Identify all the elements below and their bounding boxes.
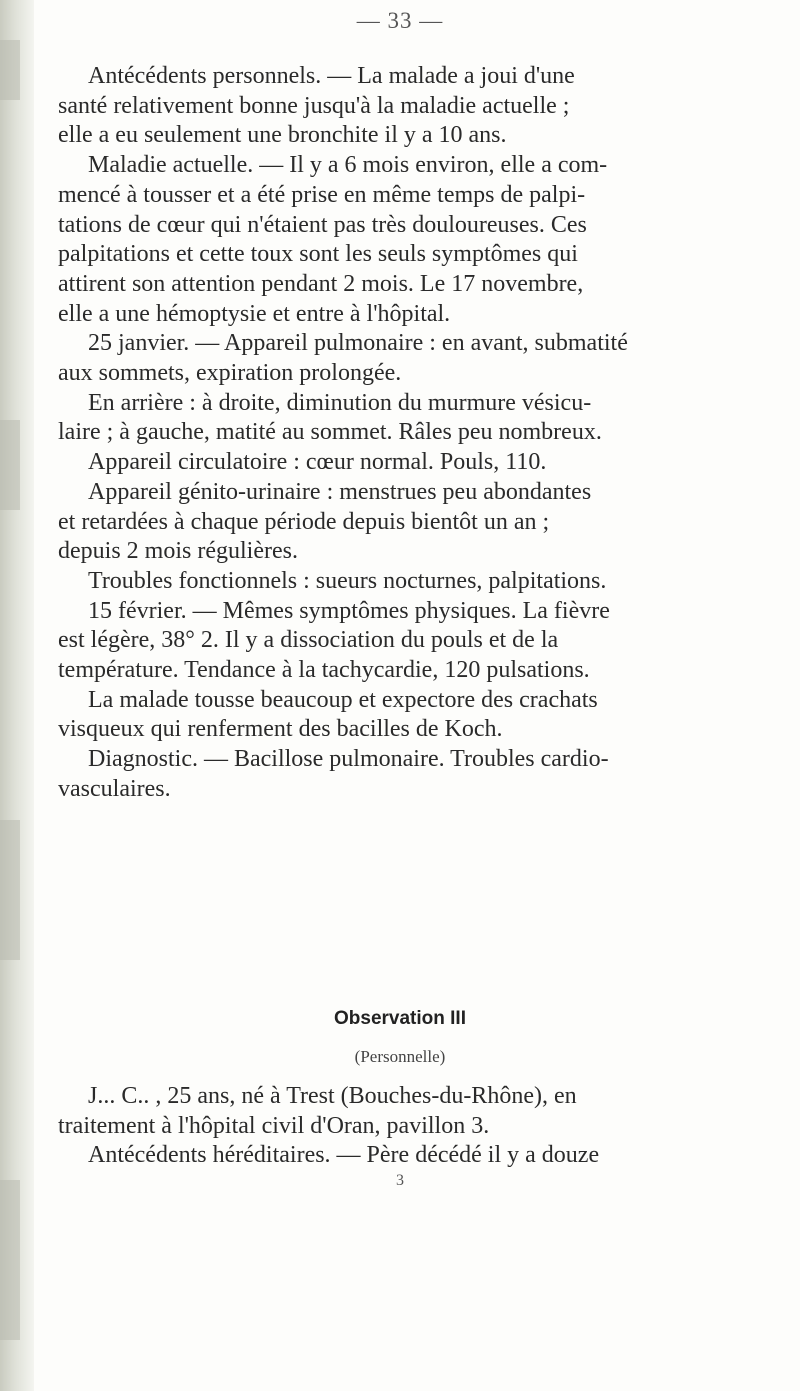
text-line: mencé à tousser et a été prise en même temps de palpi-	[58, 181, 586, 208]
text-line: 15 février. — Mêmes symptômes physiques. La fièvre	[88, 597, 610, 624]
text-line: santé relativement bonne jusqu'à la maladie actuelle ;	[58, 92, 570, 119]
signature-mark: 3	[396, 1172, 404, 1189]
text-line: vasculaires.	[58, 775, 171, 802]
text-line: Appareil circulatoire : cœur normal. Pouls, 110.	[88, 449, 547, 476]
text-line: tations de cœur qui n'étaient pas très douloureuses. Ces	[58, 211, 587, 238]
text-line: depuis 2 mois régulières.	[58, 538, 298, 565]
section-subtitle: (Personnelle)	[354, 1047, 446, 1066]
text-line: est légère, 38° 2. Il y a dissociation du pouls et de la	[58, 627, 559, 654]
body-text-block-2	[58, 1082, 718, 1171]
text-line: attirent son attention pendant 2 mois. Le 17 novembre,	[58, 270, 584, 297]
edge-stain	[0, 1180, 20, 1340]
edge-stain	[0, 40, 20, 100]
book-page	[50, 0, 750, 1391]
edge-stain	[0, 820, 20, 960]
text-line: elle a une hémoptysie et entre à l'hôpital.	[58, 300, 451, 327]
text-line: aux sommets, expiration prolongée.	[58, 360, 402, 387]
text-line: visqueux qui renferment des bacilles de Koch.	[58, 716, 503, 743]
text-line: palpitations et cette toux sont les seuls symptômes qui	[58, 241, 578, 268]
section-title: Observation III	[334, 1008, 466, 1029]
text-line: traitement à l'hôpital civil d'Oran, pavillon 3.	[58, 1112, 490, 1139]
text-line: Antécédents personnels. — La malade a joui d'une	[88, 63, 575, 89]
text-line: En arrière : à droite, diminution du murmure vésicu-	[88, 389, 592, 416]
page-edge-shadow	[0, 0, 34, 1391]
text-line: Appareil génito-urinaire : menstrues peu abondantes	[88, 478, 592, 505]
text-line: J... C.. , 25 ans, né à Trest (Bouches-du-Rhône), en	[88, 1083, 577, 1109]
text-line: Antécédents héréditaires. — Père décédé il y a douze	[88, 1142, 600, 1169]
text-line: Maladie actuelle. — Il y a 6 mois environ, elle a com-	[88, 152, 608, 179]
body-text-block-1	[58, 62, 718, 805]
text-line: laire ; à gauche, matité au sommet. Râles peu nombreux.	[58, 419, 602, 446]
text-line: température. Tendance à la tachycardie, 120 pulsations.	[58, 657, 590, 684]
text-line: 25 janvier. — Appareil pulmonaire : en avant, submatité	[88, 330, 628, 357]
text-line: et retardées à chaque période depuis bientôt un an ;	[58, 508, 550, 535]
text-line: Diagnostic. — Bacillose pulmonaire. Troubles cardio-	[88, 746, 609, 773]
page-number: — 33 —	[356, 8, 444, 33]
text-line: La malade tousse beaucoup et expectore des crachats	[88, 686, 598, 713]
text-line: Troubles fonctionnels : sueurs nocturnes, palpitations.	[88, 567, 607, 594]
edge-stain	[0, 420, 20, 510]
text-line: elle a eu seulement une bronchite il y a 10 ans.	[58, 122, 507, 149]
